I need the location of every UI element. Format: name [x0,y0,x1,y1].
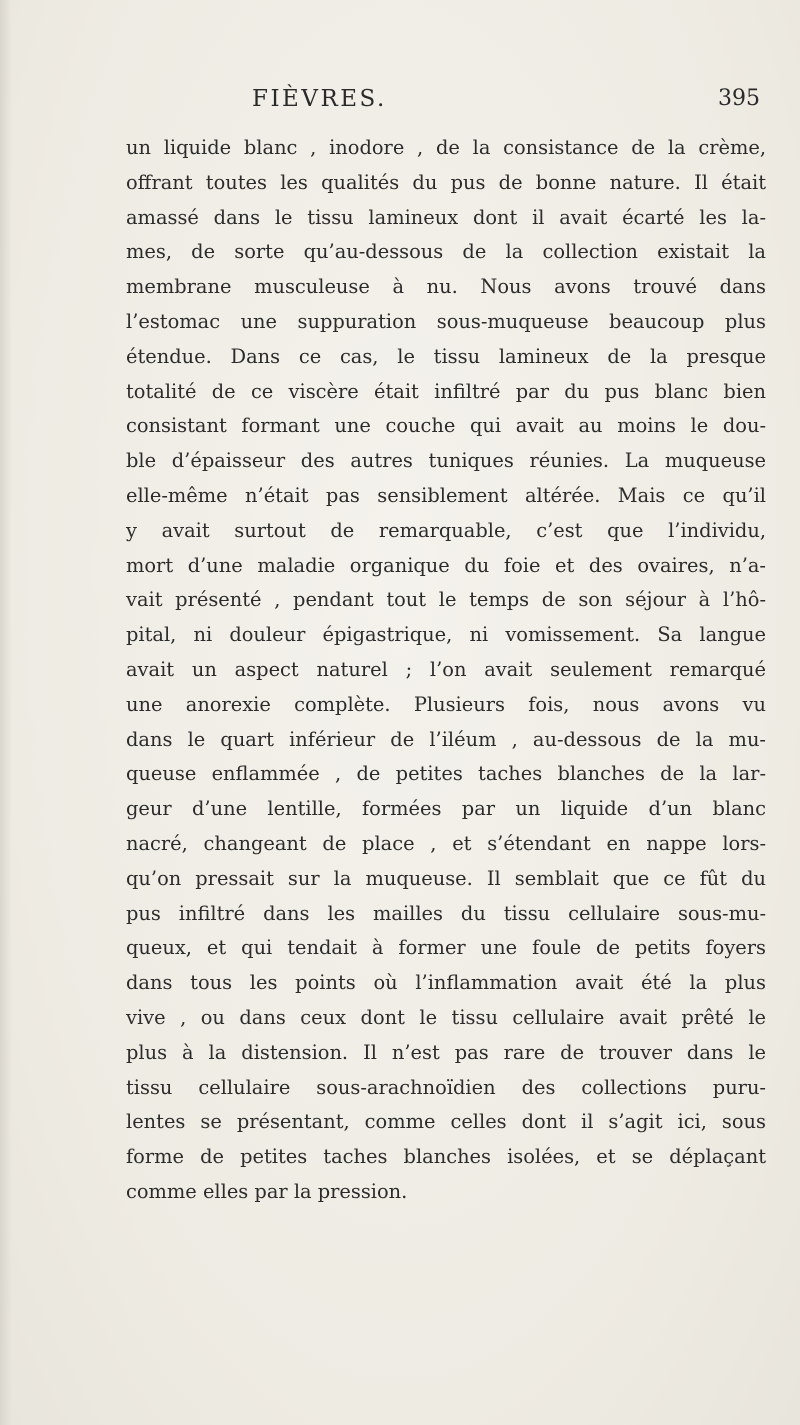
text-line: l’estomac une suppuration sous-muqueuse beaucoup plus [126,309,766,333]
text-line: plus à la distension. Il n’est pas rare de trouver dans le [126,1040,766,1064]
text-line: y avait surtout de remarquable, c’est que l’individu, [126,518,766,542]
text-line: totalité de ce viscère était infiltré par du pus blanc bien [126,379,766,403]
page-header [120,86,780,122]
running-title: FIÈVRES. [252,86,387,112]
text-line: mort d’une maladie organique du foie et des ovaires, n’a- [126,553,766,577]
text-line: pus infiltré dans les mailles du tissu cellulaire sous-mu- [126,901,766,925]
text-line: geur d’une lentille, formées par un liquide d’un blanc [126,797,766,821]
text-line: nacré, changeant de place , et s’étendant en nappe lors- [126,831,766,855]
text-line: vait présenté , pendant tout le temps de son séjour à l’hô- [126,588,766,612]
text-line: une anorexie complète. Plusieurs fois, nous avons vu [126,692,766,716]
text-line: qu’on pressait sur la muqueuse. Il semblait que ce fût du [126,866,766,890]
text-line: forme de petites taches blanches isolées, et se déplaçant [126,1145,766,1169]
text-line: pital, ni douleur épigastrique, ni vomissement. Sa langue [126,623,766,647]
text-line: vive , ou dans ceux dont le tissu cellulaire avait prêté le [126,1005,766,1029]
text-line: lentes se présentant, comme celles dont il s’agit ici, sous [126,1110,766,1134]
text-line: avait un aspect naturel ; l’on avait seulement remarqué [126,657,766,681]
text-line: queux, et qui tendait à former une foule de petits foyers [126,936,766,960]
text-line: offrant toutes les qualités du pus de bonne nature. Il était [126,170,766,194]
gutter-shadow [0,0,12,1425]
text-line: tissu cellulaire sous-arachnoïdien des collections puru- [126,1075,766,1099]
text-line: amassé dans le tissu lamineux dont il avait écarté les la- [126,205,766,229]
text-line: un liquide blanc , inodore , de la consistance de la crème, [126,136,766,159]
text-line: ble d’épaisseur des autres tuniques réunies. La muqueuse [126,449,766,473]
text-line: mes, de sorte qu’au-dessous de la collection existait la [126,240,766,264]
text-line: consistant formant une couche qui avait au moins le dou- [126,414,766,438]
page-number: 395 [718,86,760,111]
text-line: queuse enflammée , de petites taches blanches de la lar- [126,762,766,786]
text-line: elle-même n’était pas sensiblement altérée. Mais ce qu’il [126,483,766,507]
text-line: membrane musculeuse à nu. Nous avons trouvé dans [126,275,766,299]
body-text [126,131,766,1210]
text-line: dans le quart inférieur de l’iléum , au-dessous de la mu- [126,727,766,751]
text-line-last: comme elles par la pression. [126,1179,408,1203]
text-line: dans tous les points où l’inflammation avait été la plus [126,971,766,995]
text-line: étendue. Dans ce cas, le tissu lamineux de la presque [126,344,766,368]
